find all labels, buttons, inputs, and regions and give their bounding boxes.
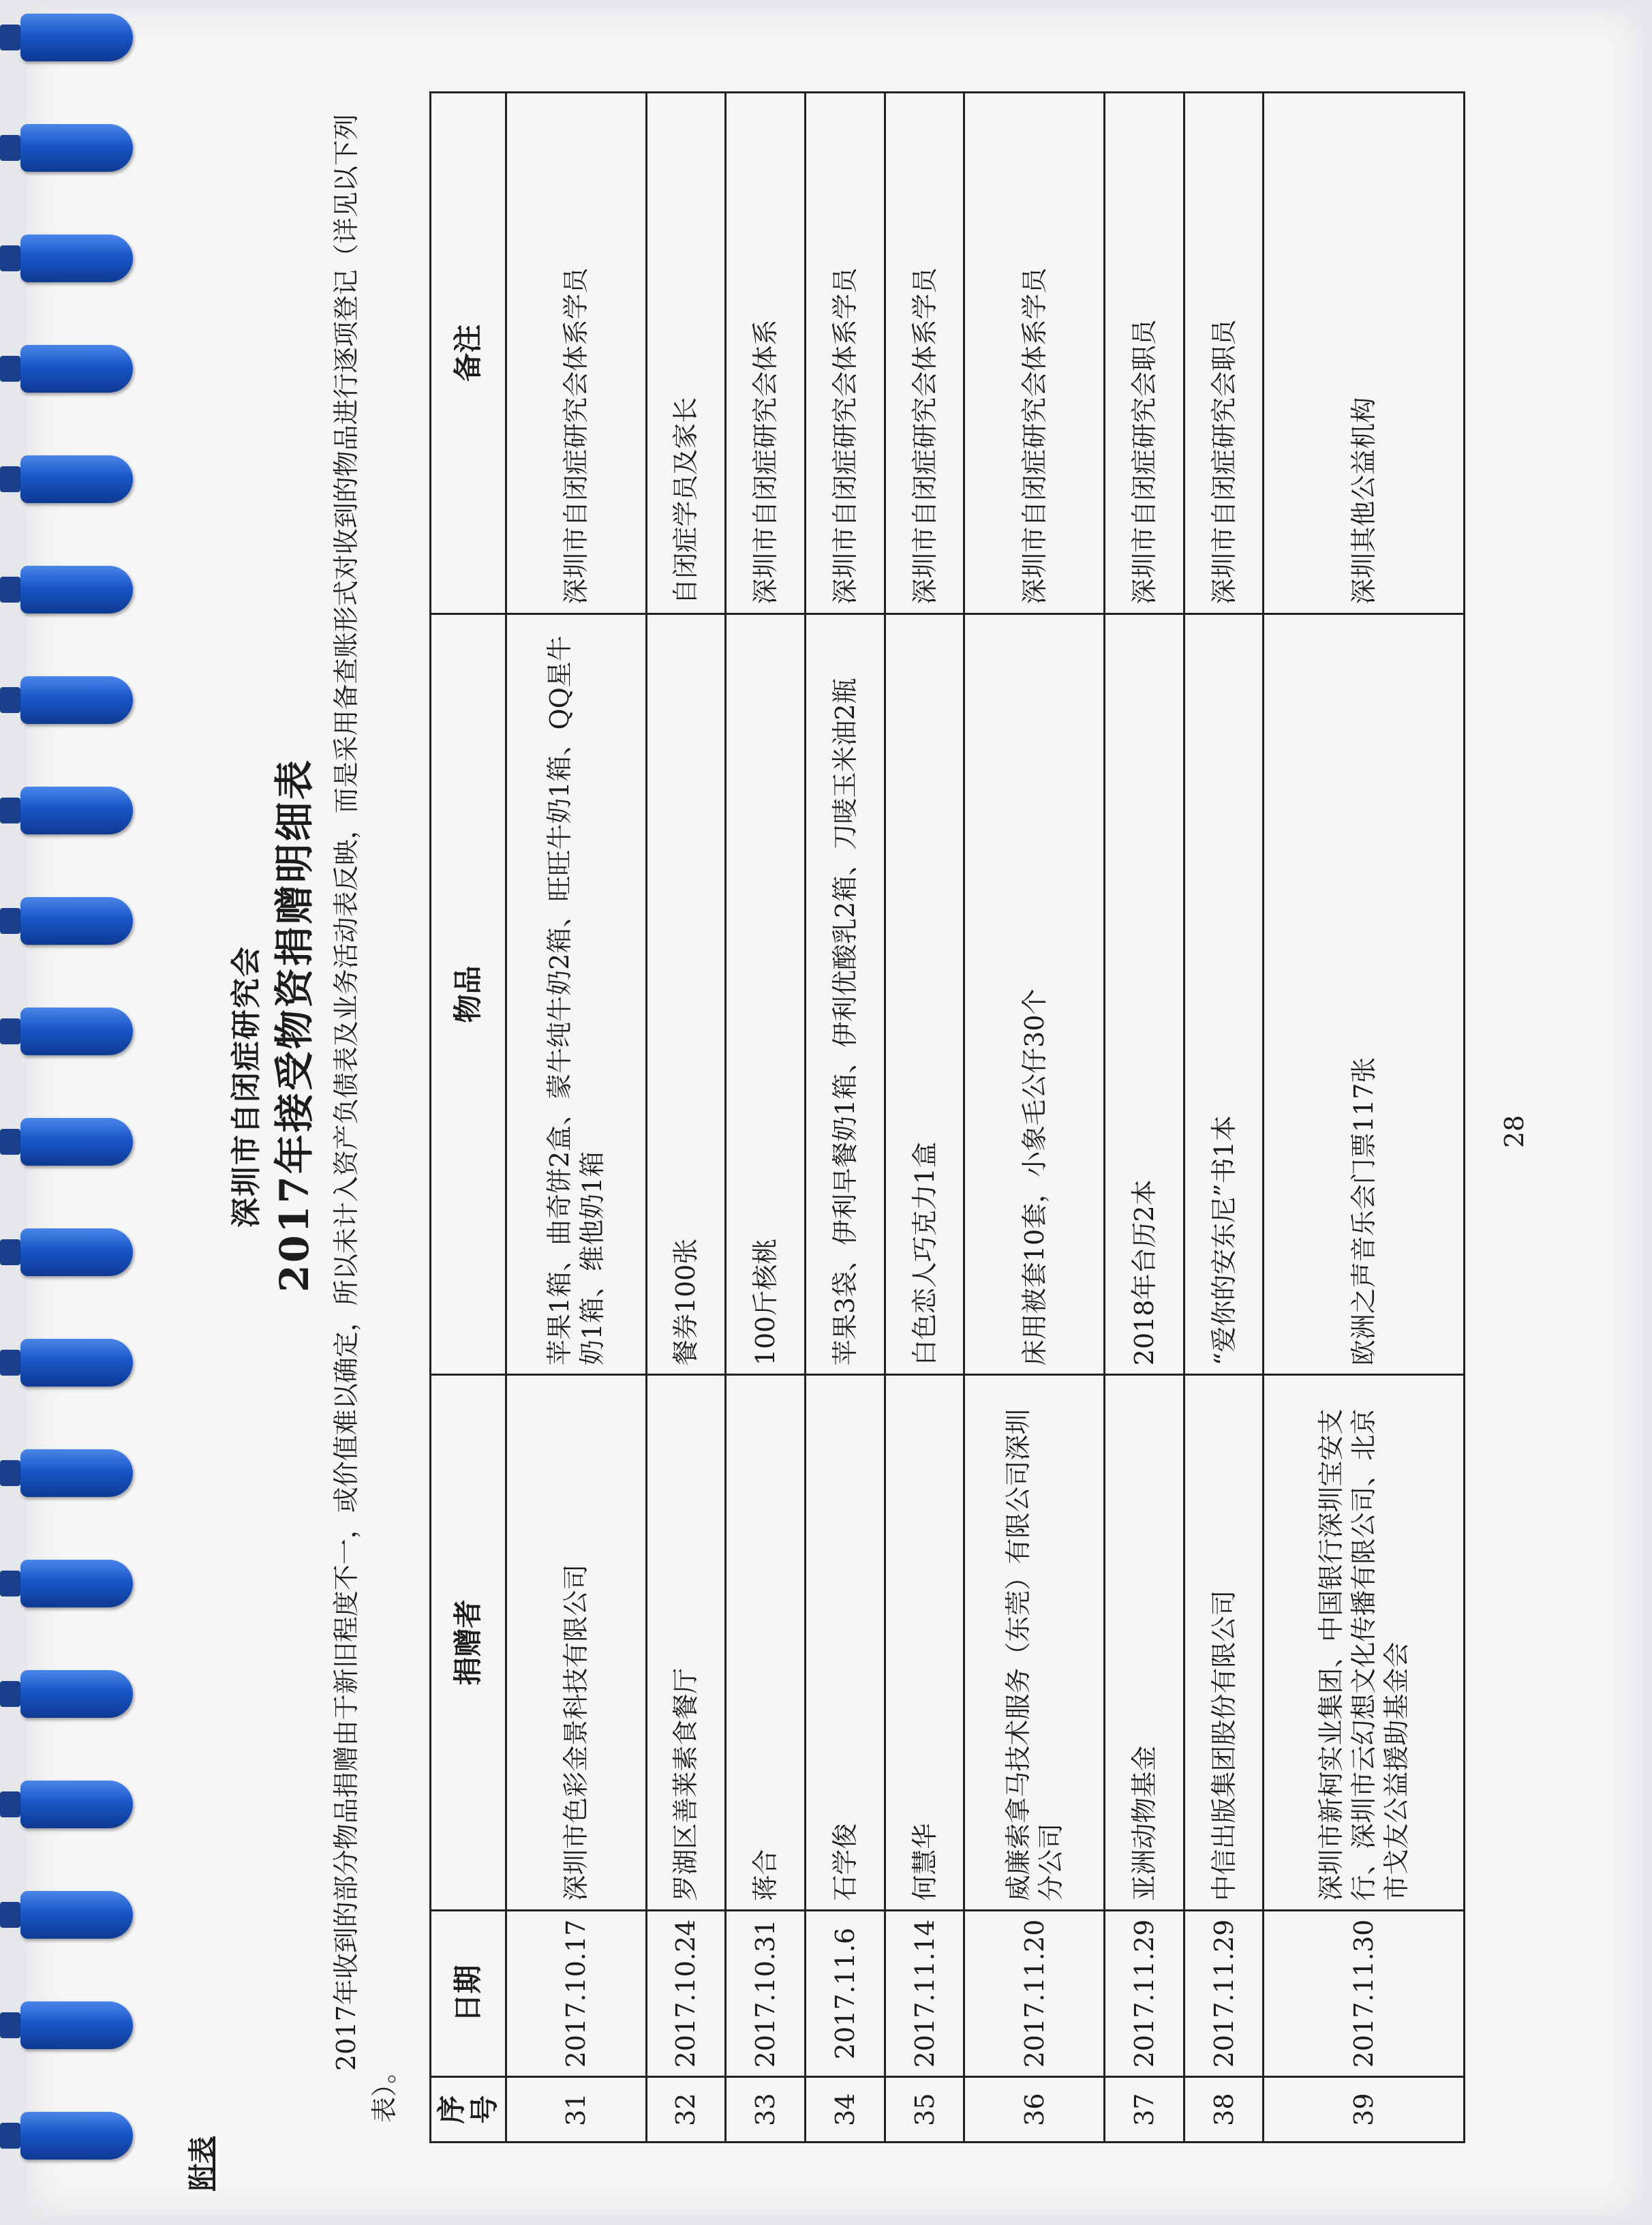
binding-ring xyxy=(0,2105,143,2168)
column-header-number: 序号 xyxy=(431,2077,506,2143)
cell-note: 深圳市自闭症研究会体系学员 xyxy=(964,93,1105,614)
cell-number: 31 xyxy=(506,2077,647,2143)
cell-donor: 何慧华 xyxy=(885,1375,964,1910)
binding-ring xyxy=(0,228,143,290)
cell-note: 自闭症学员及家长 xyxy=(646,93,726,614)
donation-table xyxy=(429,91,1465,2143)
appendix-label: 附表 xyxy=(186,2136,218,2191)
cell-number: 36 xyxy=(964,2077,1105,2143)
cell-number: 34 xyxy=(806,2077,885,2143)
binding-ring xyxy=(0,1995,143,2057)
cell-number: 35 xyxy=(885,2077,964,2143)
cell-donor: 威廉索拿马技术服务（东莞）有限公司深圳分公司 xyxy=(964,1375,1105,1910)
cell-items: 床用被套10套，小象毛公仔30个 xyxy=(964,614,1105,1375)
binding-ring xyxy=(0,1774,143,1836)
binding-ring xyxy=(0,1884,143,1947)
column-header-items: 物品 xyxy=(431,614,506,1375)
cell-date: 2017.10.24 xyxy=(646,1910,726,2077)
table-row xyxy=(726,93,806,2143)
binding-ring xyxy=(0,1111,143,1174)
cell-items: “爱你的安东尼”书1本 xyxy=(1184,614,1264,1375)
table-row xyxy=(1105,93,1184,2143)
table-row xyxy=(964,93,1105,2143)
cell-items: 苹果1箱、曲奇饼2盒、蒙牛纯牛奶2箱、旺旺牛奶1箱、QQ星牛奶1箱、维他奶1箱 xyxy=(506,614,647,1375)
binding-ring xyxy=(0,890,143,953)
table-row xyxy=(1184,93,1264,2143)
binding-ring xyxy=(0,338,143,401)
cell-date: 2017.11.30 xyxy=(1264,1910,1465,2077)
page-number: 28 xyxy=(1499,1115,1529,1148)
cell-donor: 蒋合 xyxy=(726,1375,806,1910)
binding-ring xyxy=(0,1553,143,1616)
cell-items: 2018年台历2本 xyxy=(1105,614,1184,1375)
column-header-date: 日期 xyxy=(431,1910,506,2077)
cell-number: 39 xyxy=(1264,2077,1465,2143)
cell-number: 38 xyxy=(1184,2077,1264,2143)
binding-ring xyxy=(0,669,143,732)
cell-donor: 亚洲动物基金 xyxy=(1105,1375,1184,1910)
cell-items: 苹果3袋、伊利早餐奶1箱、伊利优酸乳2箱、刀唛玉米油2瓶 xyxy=(806,614,885,1375)
cell-date: 2017.11.20 xyxy=(964,1910,1105,2077)
table-row xyxy=(1264,93,1465,2143)
table-row xyxy=(506,93,647,2143)
cell-note: 深圳市自闭症研究会体系学员 xyxy=(885,93,964,614)
binding-ring xyxy=(0,1442,143,1505)
organization-name: 深圳市自闭症研究会 xyxy=(229,945,264,1228)
cell-note: 深圳其他公益机构 xyxy=(1264,93,1465,614)
cell-number: 32 xyxy=(646,2077,726,2143)
cell-donor: 石学俊 xyxy=(806,1375,885,1910)
binding-ring xyxy=(0,449,143,511)
cell-donor: 深圳市新柯实业集团、中国银行深圳宝安支行、深圳市云幻想文化传播有限公司、北京市戈友公益援助基金会 xyxy=(1264,1375,1465,1910)
table-row xyxy=(806,93,885,2143)
cell-items: 欧洲之声音乐会门票117张 xyxy=(1264,614,1465,1375)
table-row xyxy=(646,93,726,2143)
cell-items: 白色恋人巧克力1盒 xyxy=(885,614,964,1375)
cell-donor: 罗湖区善莱素食餐厅 xyxy=(646,1375,726,1910)
intro-paragraph: 2017年收到的部分物品捐赠由于新旧程度不一，或价值难以确定，所以未计入资产负债表及业务活动表反映，而是采用备查账形式对收到的物品进行逐项登记（详见以下列表）。 xyxy=(331,114,399,2123)
binding-ring xyxy=(0,117,143,180)
binding-ring xyxy=(0,1332,143,1395)
cell-date: 2017.11.29 xyxy=(1184,1910,1264,2077)
cell-date: 2017.10.17 xyxy=(506,1910,647,2077)
column-header-donor: 捐赠者 xyxy=(431,1375,506,1910)
table-row xyxy=(885,93,964,2143)
cell-date: 2017.11.6 xyxy=(806,1910,885,2077)
cell-note: 深圳市自闭症研究会体系学员 xyxy=(806,93,885,614)
binding-ring xyxy=(0,1001,143,1063)
cell-note: 深圳市自闭症研究会体系学员 xyxy=(506,93,647,614)
rotated-page xyxy=(27,7,1642,2218)
binding-ring xyxy=(0,559,143,622)
page-title: 2017年接受物资捐赠明细表 xyxy=(271,758,318,1292)
cell-number: 33 xyxy=(726,2077,806,2143)
cell-donor: 中信出版集团股份有限公司 xyxy=(1184,1375,1264,1910)
document-sheet xyxy=(27,7,1642,2218)
binding-ring xyxy=(0,780,143,843)
binding-ring xyxy=(0,7,143,70)
cell-note: 深圳市自闭症研究会职员 xyxy=(1184,93,1264,614)
cell-date: 2017.11.29 xyxy=(1105,1910,1184,2077)
spiral-binding xyxy=(0,0,157,2225)
binding-ring xyxy=(0,1663,143,1726)
binding-ring xyxy=(0,1222,143,1284)
cell-date: 2017.10.31 xyxy=(726,1910,806,2077)
table-header-row xyxy=(431,93,506,2143)
cell-date: 2017.11.14 xyxy=(885,1910,964,2077)
cell-items: 餐券100张 xyxy=(646,614,726,1375)
cell-items: 100斤核桃 xyxy=(726,614,806,1375)
cell-note: 深圳市自闭症研究会职员 xyxy=(1105,93,1184,614)
cell-note: 深圳市自闭症研究会体系 xyxy=(726,93,806,614)
cell-donor: 深圳市色彩金景科技有限公司 xyxy=(506,1375,647,1910)
cell-number: 37 xyxy=(1105,2077,1184,2143)
column-header-note: 备注 xyxy=(431,93,506,614)
